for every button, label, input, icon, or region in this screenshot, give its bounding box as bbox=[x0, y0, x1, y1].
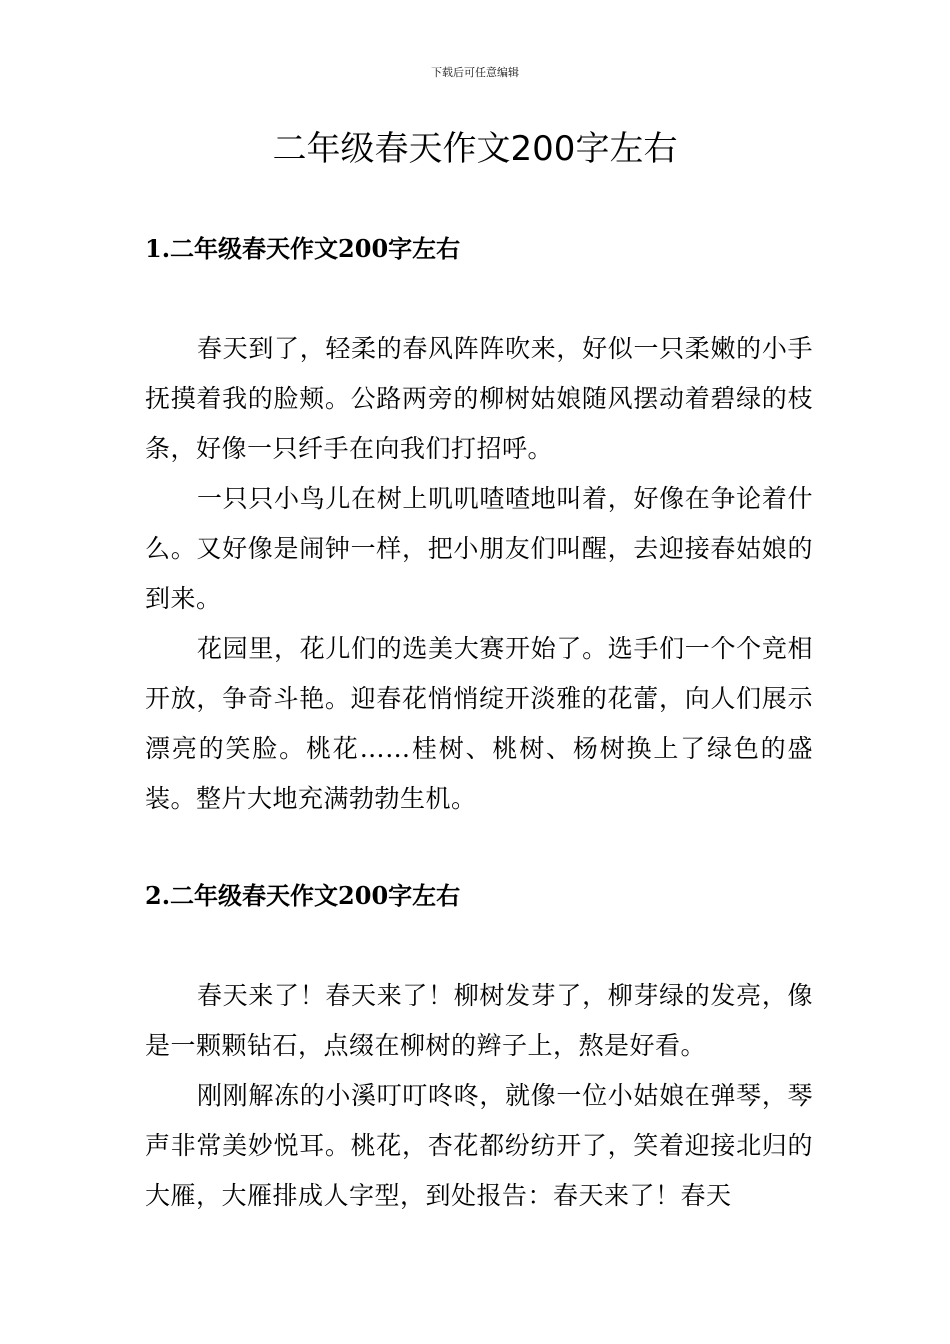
document-title: 二年级春天作文200字左右 bbox=[272, 129, 678, 169]
section-1-paragraph-3: 花园里，花儿们的选美大赛开始了。选手们一个个竞相开放，争奇斗艳。迎春花悄悄绽开淡雅的花蕾，向人们展示漂亮的笑脸。桃花……桂树、桃树、杨树换上了绿色的盛装。整片大地充满勃勃生机。 bbox=[145, 634, 813, 813]
section-1-paragraph-2: 一只只小鸟儿在树上叽叽喳喳地叫着，好像在争论着什么。又好像是闹钟一样，把小朋友们叫醒，去迎接春姑娘的到来。 bbox=[145, 484, 813, 613]
section-1-heading: 1.二年级春天作文200字左右 bbox=[145, 234, 461, 263]
section-1-paragraph-1: 春天到了，轻柔的春风阵阵吹来，好似一只柔嫩的小手抚摸着我的脸颊。公路两旁的柳树姑娘随风摆动着碧绿的枝条，好像一只纤手在向我们打招呼。 bbox=[145, 334, 813, 463]
header-note: 下载后可任意编辑 bbox=[431, 66, 519, 79]
section-2-paragraph-2: 刚刚解冻的小溪叮叮咚咚，就像一位小姑娘在弹琴，琴声非常美妙悦耳。桃花，杏花都纷纺开了，笑着迎接北归的大雁，大雁排成人字型，到处报告：春天来了！春天 bbox=[145, 1081, 813, 1210]
section-2-heading: 2.二年级春天作文200字左右 bbox=[145, 881, 461, 910]
section-2-paragraph-1: 春天来了！春天来了！柳树发芽了，柳芽绿的发亮，像是一颗颗钻石，点缀在柳树的辫子上，熬是好看。 bbox=[145, 981, 813, 1060]
